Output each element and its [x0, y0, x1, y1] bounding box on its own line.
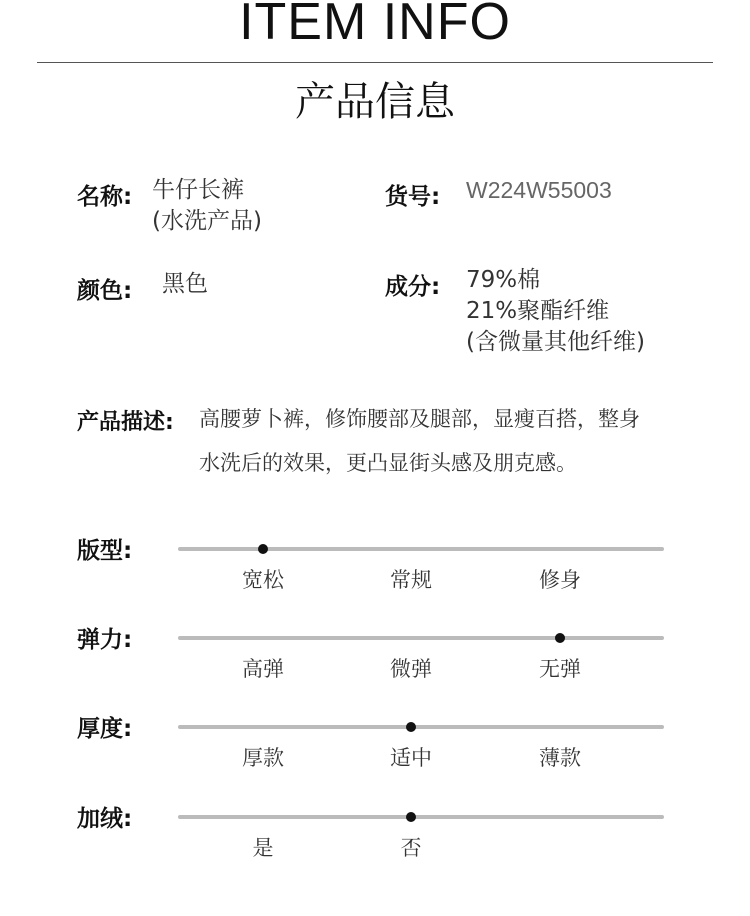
- material-value: 79%棉 21%聚酯纤维 (含微量其他纤维): [466, 267, 645, 355]
- scale-label: 版型:: [77, 538, 133, 564]
- scale-option: 否: [400, 836, 422, 860]
- scale-track: [178, 547, 664, 551]
- scale-option: 微弹: [390, 657, 432, 681]
- description-line-1: 高腰萝卜裤，修饰腰部及腿部，显瘦百搭，整身: [199, 407, 640, 431]
- scale-track: [178, 636, 664, 640]
- scale-option: 宽松: [242, 568, 284, 592]
- color-label: 颜色:: [77, 278, 133, 304]
- scale-label: 加绒:: [77, 806, 133, 832]
- scale-indicator-dot: [406, 722, 416, 732]
- scale-option: 常规: [390, 568, 432, 592]
- scale-option: 厚款: [242, 746, 284, 770]
- sku-value: W224W55003: [466, 177, 612, 203]
- scale-track: [178, 725, 664, 729]
- name-label: 名称:: [77, 184, 133, 210]
- scale-option: 是: [252, 836, 274, 860]
- color-value: 黑色: [162, 271, 208, 297]
- scale-label: 厚度:: [77, 716, 133, 742]
- name-value: 牛仔长裤 (水洗产品): [152, 177, 262, 234]
- scale-indicator-dot: [555, 633, 565, 643]
- scale-option: 无弹: [539, 657, 581, 681]
- title-divider: [37, 62, 713, 63]
- scale-option: 修身: [539, 568, 581, 592]
- description-label: 产品描述:: [77, 410, 174, 435]
- scale-option: 高弹: [242, 657, 284, 681]
- title-english: ITEM INFO: [239, 0, 511, 51]
- scale-indicator-dot: [406, 812, 416, 822]
- scale-label: 弹力:: [77, 627, 133, 653]
- scale-option: 适中: [390, 746, 432, 770]
- scale-indicator-dot: [258, 544, 268, 554]
- material-label: 成分:: [385, 274, 441, 300]
- scale-option: 薄款: [539, 746, 581, 770]
- sku-label: 货号:: [385, 184, 441, 210]
- description-line-2: 水洗后的效果，更凸显街头感及朋克感。: [199, 451, 577, 475]
- title-chinese: 产品信息: [295, 79, 455, 125]
- scale-track: [178, 815, 664, 819]
